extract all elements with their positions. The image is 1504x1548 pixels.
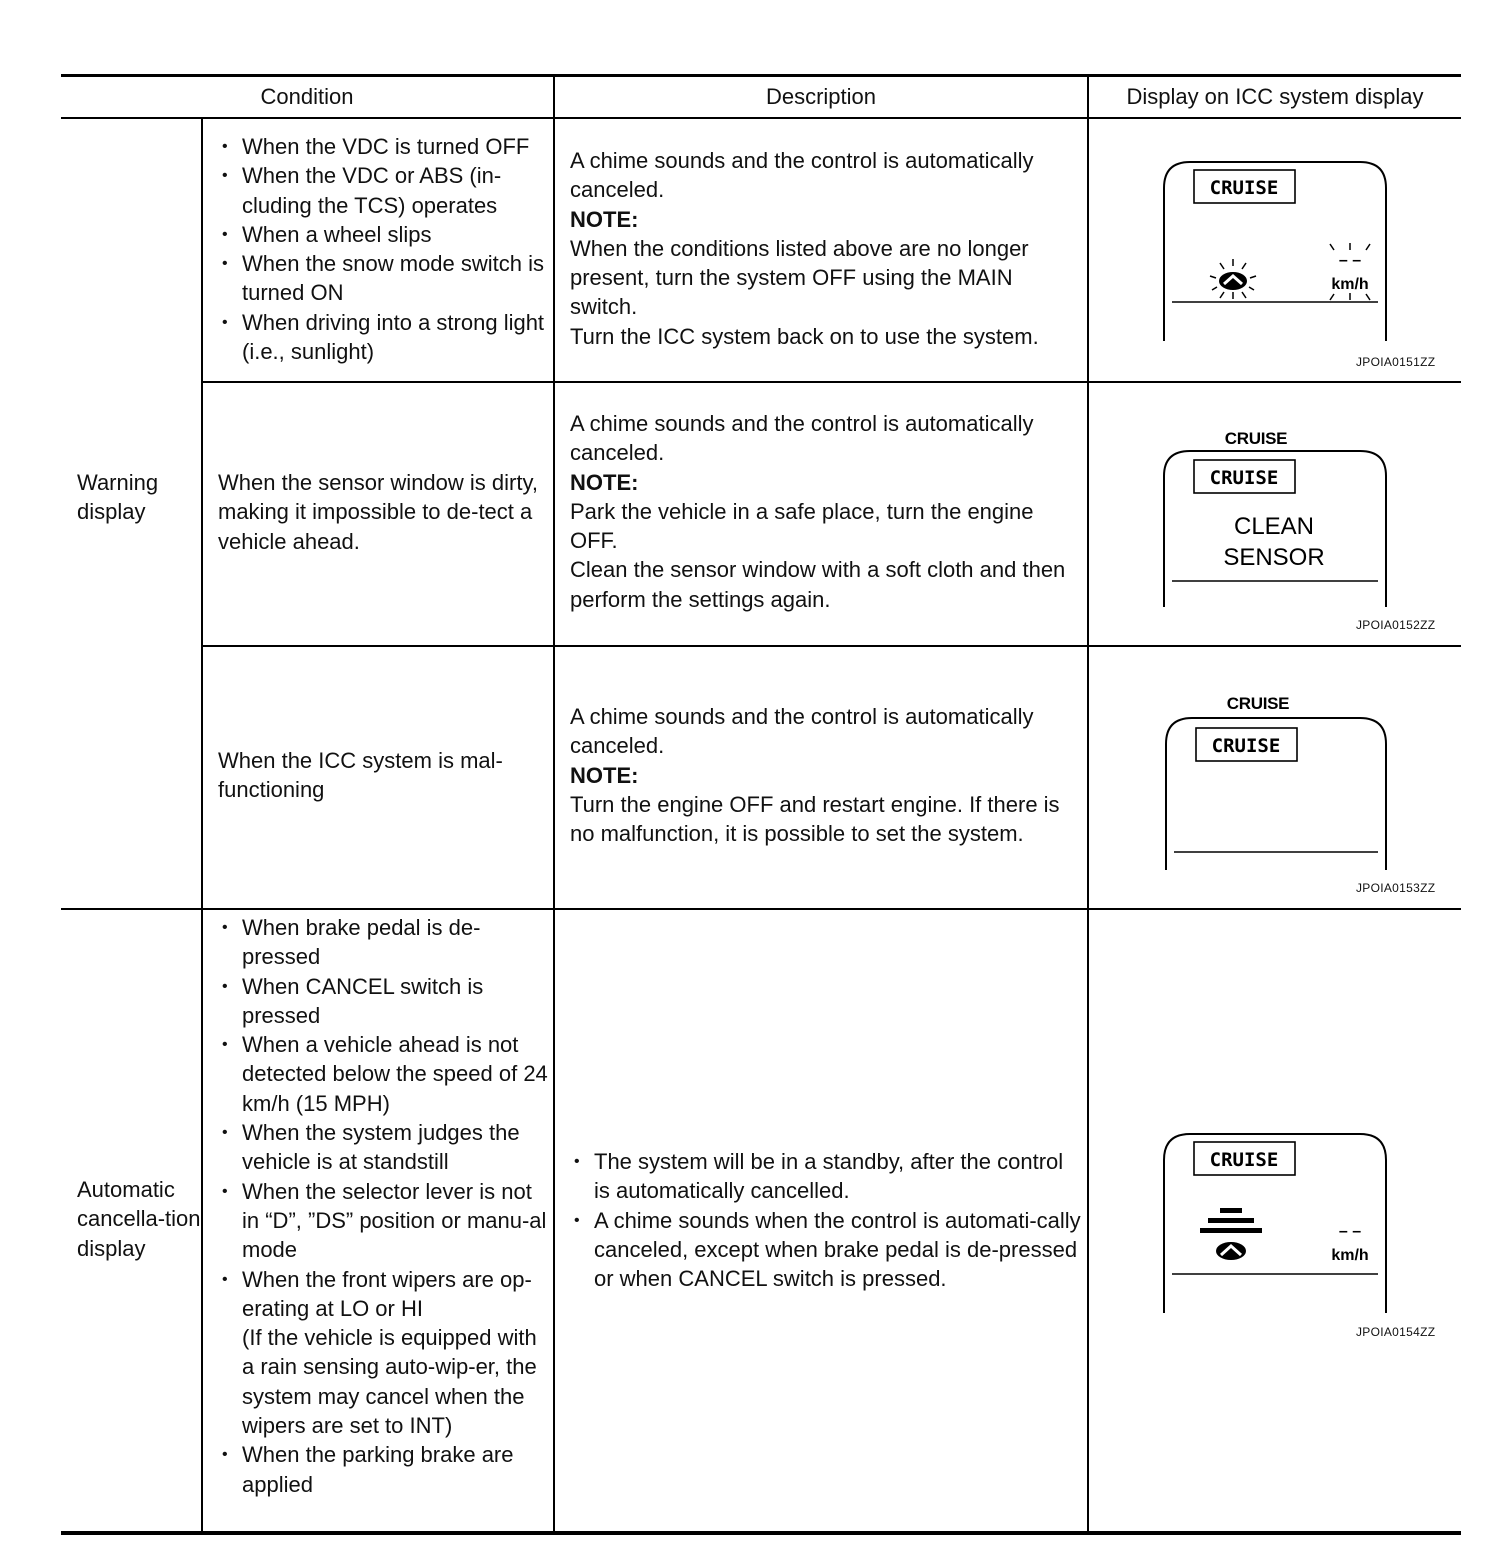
description-text: When the conditions listed above are no longer present, turn the system OFF using the MAIN switch. [570,235,1029,320]
wiper-note: (If the vehicle is equipped with a rain sensing auto-wip-er, the system may cancel when the wipers are set to INT) [242,1325,537,1439]
list-item: • When CANCEL switch is pressed [218,972,550,1031]
list-item: • When the VDC or ABS (in-cluding the TCS) operates [218,161,550,220]
icc-display-standby-illustration [1160,1130,1390,1320]
condition-inner-divider [201,117,203,1533]
icc-display-warning-illustration [1160,158,1390,348]
icc-display-clean-sensor-illustration [1160,424,1390,614]
note-label: NOTE: [570,469,639,495]
vehicle-ahead-icon [1210,259,1256,299]
header-description: Description [765,84,877,109]
row1-conditions [218,132,550,366]
note-label: NOTE: [570,206,639,232]
cruise-box-label: CRUISE [1211,735,1281,757]
description-text: A chime sounds and the control is automatically canceled. [570,704,1034,759]
list-item: • When the system judges the vehicle is at standstill [218,1118,550,1177]
vehicle-icon [1216,1242,1246,1260]
icc-display-malfunction-illustration [1162,690,1392,875]
cruise-indicator-label: CRUISE [1226,694,1290,713]
figure-id: JPOIA0153ZZ [1356,881,1436,895]
list-item: • When the selector lever is not in “D”, ”DS” position or manu-al mode [218,1177,550,1265]
list-item [218,1265,550,1441]
row3-description [570,702,1082,848]
cruise-box-label: CRUISE [1209,177,1279,199]
clean-sensor-message: SENSOR [1223,544,1325,571]
list-item: • When the parking brake are applied [218,1440,550,1499]
cruise-box-label: CRUISE [1209,467,1279,489]
figure-id: JPOIA0151ZZ [1356,355,1436,369]
list-item: • When a wheel slips [218,220,550,249]
list-item: • When the VDC is turned OFF [218,132,550,161]
group-divider [61,908,1461,910]
list-item: • When brake pedal is de-pressed [218,913,550,972]
row1-description [570,146,1082,351]
table-top-rule [61,74,1461,77]
speed-unit: km/h [1331,276,1369,293]
list-item: • When the snow mode switch is turned ON [218,249,550,308]
list-item: • When driving into a strong light (i.e., sunlight) [218,308,550,367]
description-text: A chime sounds and the control is automatically canceled. [570,411,1034,466]
header-bottom-rule [61,117,1461,119]
group-auto-cancel-display: Automatic cancella-tion display [77,1177,201,1261]
note-label: NOTE: [570,762,639,788]
list-item: • A chime sounds when the control is automati-cally canceled, except when brake pedal is de-pressed or when CANCEL switch is pressed. [570,1206,1082,1294]
figure-id: JPOIA0154ZZ [1356,1325,1436,1339]
cruise-indicator-label: CRUISE [1224,429,1288,448]
header-display: Display on ICC system display [1126,84,1424,109]
row1-divider [202,381,1461,383]
speed-dashes: – – [1338,252,1362,269]
row3-condition: When the ICC system is mal-functioning [218,748,503,803]
list-item: • The system will be in a standby, after the control is automatically cancelled. [570,1147,1082,1206]
description-text: Park the vehicle in a safe place, turn the engine OFF. [570,498,1034,554]
row2-condition: When the sensor window is dirty, making it impossible to de-tect a vehicle ahead. [218,470,538,554]
description-text: Turn the ICC system back on to use the system. [570,323,1039,349]
group-warning-display: Warning display [77,470,159,525]
condition-description-divider [553,76,555,1533]
figure-id: JPOIA0152ZZ [1356,618,1436,632]
speed-dashes: – – [1338,1223,1362,1240]
table-bottom-rule [61,1531,1461,1535]
description-text: Turn the engine OFF and restart engine. If there is no malfunction, it is possible to set the system. [570,791,1060,847]
row2-description [570,409,1082,614]
header-condition: Condition [260,84,354,109]
list-item: • When a vehicle ahead is not detected below the speed of 24 km/h (15 MPH) [218,1030,550,1118]
distance-bars-icon [1200,1208,1262,1233]
description-display-divider [1087,76,1089,1533]
row4-conditions [218,913,550,1499]
clean-sensor-message: CLEAN [1233,513,1315,540]
list-item-text: When the front wipers are op-erating at LO or HI [242,1266,532,1321]
speed-unit: km/h [1331,1247,1369,1264]
description-text: A chime sounds and the control is automatically canceled. [570,148,1034,203]
row2-divider [202,645,1461,647]
description-text: Clean the sensor window with a soft cloth and then perform the settings again. [570,557,1066,612]
row4-description [570,1147,1082,1293]
cruise-box-label: CRUISE [1209,1149,1279,1171]
